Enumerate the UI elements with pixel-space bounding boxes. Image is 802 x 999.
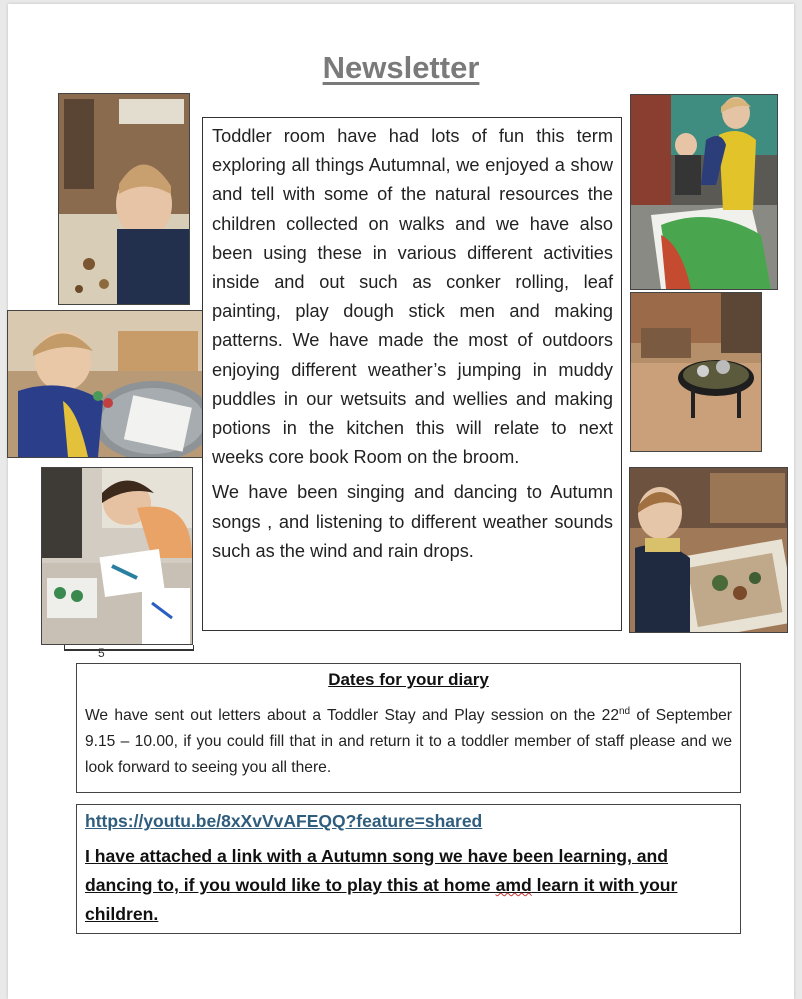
dates-superscript: nd (619, 706, 631, 717)
child-nature-frame-photo (629, 467, 788, 633)
dates-text-end: of September 9.15 – 10.00, if you could fill that in and return it to a toddler member of staff please and we look forward to seeing you all there. (85, 707, 732, 777)
main-text-box (202, 117, 622, 631)
song-text-start: I have attached a link with a Autumn song we have been learning, and dancing to, if you would like to play this at home (85, 846, 668, 895)
song-description (85, 842, 732, 929)
dates-text-start: We have sent out letters about a Toddler Stay and Play session on the 22 (85, 707, 619, 725)
main-paragraph-2: We have been singing and dancing to Autumn songs , and listening to different weather sounds such as the wind and rain drops. (212, 482, 613, 561)
dates-box (76, 663, 741, 793)
newsletter-title: Newsletter (322, 50, 480, 85)
song-text-end: learn it with your children. (85, 875, 678, 924)
dates-title: Dates for your diary (328, 670, 489, 689)
song-link-box (76, 804, 741, 934)
child-painting-table-photo (41, 467, 193, 645)
child-painting-tray-photo (7, 310, 203, 458)
misspelled-word: amd (495, 875, 532, 895)
main-paragraph-1: Toddler room have had lots of fun this term exploring all things Autumnal, we enjoyed a show and tell with some of the natural resources the children collected on walks and we have also been using these in various different activities inside and out such as conker rolling, leaf painting, play dough stick men and making patterns. We have made the most of outdoors enjoying different weather’s jumping in muddy puddles in our wetsuits and wellies and making potions in the kitchen this will relate to next weeks core book Room on the broom. (212, 126, 613, 468)
dates-text (85, 699, 732, 781)
song-link[interactable]: https://youtu.be/8xXvVvAFEQQ?feature=shared (85, 811, 483, 831)
page-number: 5 (98, 646, 105, 660)
crop-mark (64, 645, 194, 651)
child-exploring-leaves-photo (58, 93, 190, 305)
outdoor-mud-kitchen-photo (630, 292, 762, 452)
child-painting-outdoors-photo (630, 94, 778, 290)
